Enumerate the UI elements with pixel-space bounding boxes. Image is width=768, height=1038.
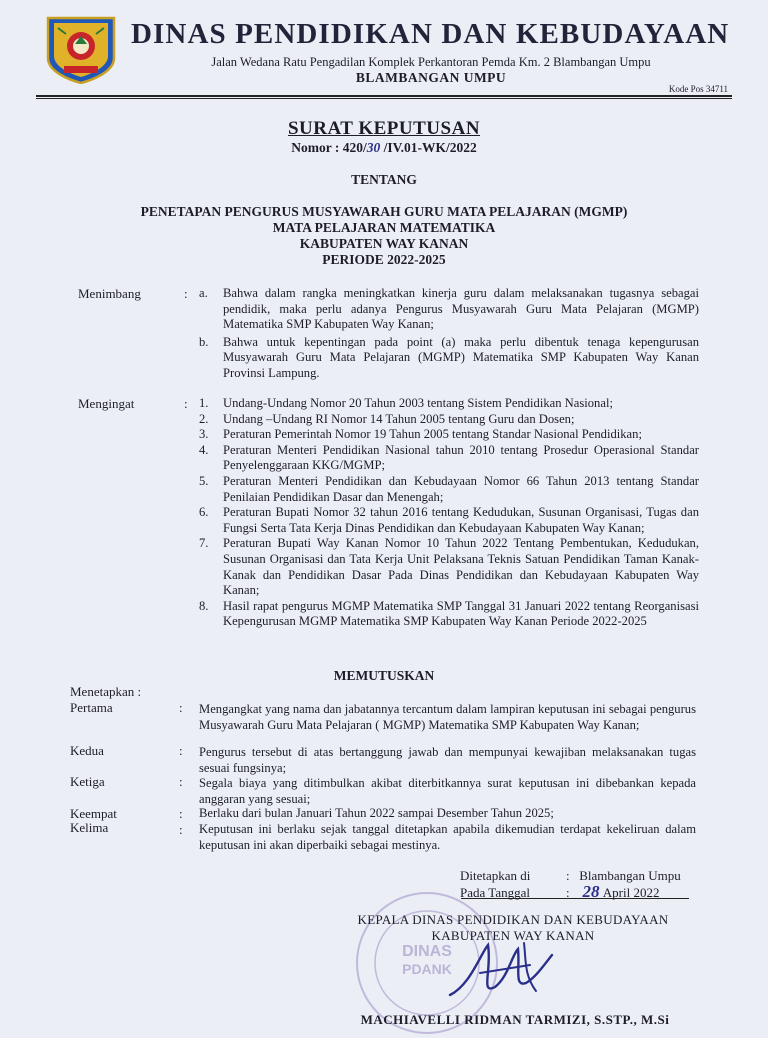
decision-label-first: Pertama: [70, 700, 113, 715]
decision-colon: :: [179, 822, 183, 837]
item-number: 4.: [199, 442, 209, 457]
decision-label-second: Kedua: [70, 743, 104, 758]
item-letter: a.: [199, 286, 208, 300]
item-number: 7.: [199, 536, 209, 551]
considering-list: [199, 286, 699, 384]
document-subject: [60, 204, 708, 268]
item-number: 5.: [199, 473, 209, 488]
decision-text-second: Pengurus tersebut di atas bertanggung jawab dan mempunyai kewajiban melaksanakan tugas sesuai fungsinya;: [199, 745, 696, 775]
recalling-label: Mengingat: [78, 396, 135, 411]
signature-date-rule: [461, 898, 689, 899]
signed-place-row: [460, 868, 681, 884]
decision-text-fifth: Keputusan ini berlaku sejak tanggal ditetapkan apabila dikemudian terdapat kekeliruan dalam keputusan ini akan diperbaiki sebagai mestinya.: [199, 822, 696, 852]
decision-colon: :: [179, 700, 183, 715]
signed-place-value: Blambangan Umpu: [579, 868, 681, 883]
signed-date-label: Pada Tanggal: [460, 885, 530, 900]
item-number: 2.: [199, 411, 209, 426]
decision-colon: :: [179, 743, 183, 758]
item-number: 3.: [199, 427, 209, 442]
signed-place-label: Ditetapkan di: [460, 868, 531, 883]
signed-date-rest: April 2022: [602, 885, 660, 900]
subject-line: KABUPATEN WAY KANAN: [299, 236, 469, 251]
signed-date-colon: :: [566, 885, 570, 900]
handwritten-signature: [440, 925, 560, 1010]
list-item: [199, 536, 699, 598]
considering-label: Menimbang: [78, 286, 141, 301]
recalling-list: [199, 396, 699, 630]
decision-text-third: Segala biaya yang ditimbulkan akibat diterbitkannya surat keputusan ini dibebankan kepada anggaran yang sesuai;: [199, 776, 696, 806]
decision-text-fourth: Berlaku dari bulan Januari Tahun 2022 sampai Desember Tahun 2025;: [199, 806, 554, 820]
document-number-prefix: Nomor : 420/: [291, 140, 367, 155]
item-text: Peraturan Menteri Pendidikan dan Kebudayaan Nomor 66 Tahun 2013 tentang Standar Penilaian Pendidikan Dasar dan Menengah;: [223, 473, 699, 504]
signature-place-date: [460, 868, 681, 901]
list-item: [199, 505, 699, 536]
decision-text-first: Mengangkat yang nama dan jabatannya tercantum dalam lampiran keputusan ini sebagai pengurus Musyawarah Guru Mata Pelajaran ( MGMP) Matematika SMP Kabupaten Way Kanan;: [199, 702, 696, 732]
recalling-colon: :: [184, 396, 188, 411]
decision-heading: MEMUTUSKAN: [333, 668, 435, 683]
item-letter: b.: [199, 334, 209, 349]
item-text: Peraturan Menteri Pendidikan Nasional tahun 2010 tentang Prosedur Operasional Standar Penyelenggaraan KKG/MGMP;: [223, 442, 699, 473]
document-title: SURAT KEPUTUSAN: [287, 118, 481, 139]
stamp-text-2: PDANK: [402, 961, 452, 977]
decision-label-fifth: Kelima: [70, 820, 109, 835]
organization-title: DINAS PENDIDIKAN DAN KEBUDAYAAN: [131, 18, 730, 50]
considering-colon: :: [184, 286, 188, 301]
header-rule-thick: [36, 95, 732, 97]
header-rule-thin: [36, 98, 732, 99]
decision-colon: :: [179, 806, 183, 821]
enact-label: Menetapkan :: [70, 684, 142, 699]
considering-item: [199, 286, 699, 333]
considering-item: [199, 335, 699, 382]
subject-line: PERIODE 2022-2025: [322, 252, 446, 267]
decision-colon: :: [179, 774, 183, 789]
about-heading: TENTANG: [351, 172, 417, 187]
document-number: [0, 140, 768, 156]
document-number-handwritten: 30: [366, 140, 381, 155]
subject-line: MATA PELAJARAN MATEMATIKA: [272, 220, 496, 235]
item-text: Bahwa dalam rangka meningkatkan kinerja guru dalam melaksanakan tugasnya sebagai pendidik, maka perlu adanya Pengurus Musyawarah Guru Mata Pelajaran (MGMP) Matematika SMP Kabupaten Way Kanan;: [223, 286, 699, 332]
list-item: [199, 396, 699, 412]
item-text: Undang –Undang RI Nomor 14 Tahun 2005 tentang Guru dan Dosen;: [223, 411, 575, 426]
list-item: [199, 427, 699, 443]
list-item: [199, 443, 699, 474]
signed-date-day: 28: [582, 882, 600, 901]
signer-office-line2: KABUPATEN WAY KANAN: [431, 928, 595, 943]
item-text: Peraturan Pemerintah Nomor 19 Tahun 2005 tentang Standar Nasional Pendidikan;: [223, 427, 642, 442]
organization-address: Jalan Wedana Ratu Pengadilan Komplek Perkantoran Pemda Km. 2 Blambangan Umpu: [211, 55, 651, 69]
list-item: [199, 412, 699, 428]
item-text: Peraturan Bupati Way Kanan Nomor 10 Tahun 2022 Tentang Pembentukan, Kedudukan, Susunan Organisasi dan Tata Kerja Unit Pelaksana Teknis Satuan Pendidikan Taman Kanak-Kanak dan Pendidikan Dasar Pada Dinas Pendidikan dan Kebudayaan Kabupaten Way Kanan;: [223, 536, 699, 598]
item-number: 1.: [199, 396, 209, 410]
item-text: Peraturan Bupati Nomor 32 tahun 2016 tentang Kedudukan, Susunan Organisasi, Tugas dan Fungsi Serta Tata Kerja Dinas Pendidikan dan Kebudayaan Kabupaten Way Kanan;: [223, 505, 699, 535]
postal-code: Kode Pos 34711: [668, 84, 728, 94]
item-number: 6.: [199, 505, 209, 520]
item-text: Undang-Undang Nomor 20 Tahun 2003 tentang Sistem Pendidikan Nasional;: [223, 396, 613, 410]
signed-place-colon: :: [566, 868, 570, 883]
document-number-suffix: /IV.01-WK/2022: [380, 140, 477, 155]
stamp-text-1: DINAS: [402, 943, 452, 960]
item-text: Hasil rapat pengurus MGMP Matematika SMP Tanggal 31 Januari 2022 tentang Reorganisasi Kepengurusan MGMP Matematika SMP Kabupaten Way Kanan Periode 2022-2025: [223, 598, 699, 629]
signer-office-line1: KEPALA DINAS PENDIDIKAN DAN KEBUDAYAAN: [357, 912, 669, 927]
signer-name: MACHIAVELLI RIDMAN TARMIZI, S.STP., M.Si: [360, 1012, 670, 1027]
list-item: [199, 599, 699, 630]
organization-city: BLAMBANGAN UMPU: [355, 70, 507, 85]
decision-label-fourth: Keempat: [70, 806, 117, 821]
list-item: [199, 474, 699, 505]
subject-line: PENETAPAN PENGURUS MUSYAWARAH GURU MATA PELAJARAN (MGMP): [140, 204, 628, 219]
item-number: 8.: [199, 598, 209, 613]
regency-crest-logo: [42, 14, 120, 84]
item-text: Bahwa untuk kepentingan pada point (a) maka perlu dibentuk tenaga kepengurusan Musyawarah Guru Mata Pelajaran (MGMP) Matematika SMP Kabupaten Way Kanan Provinsi Lampung.: [223, 334, 699, 380]
decision-label-third: Ketiga: [70, 774, 105, 789]
